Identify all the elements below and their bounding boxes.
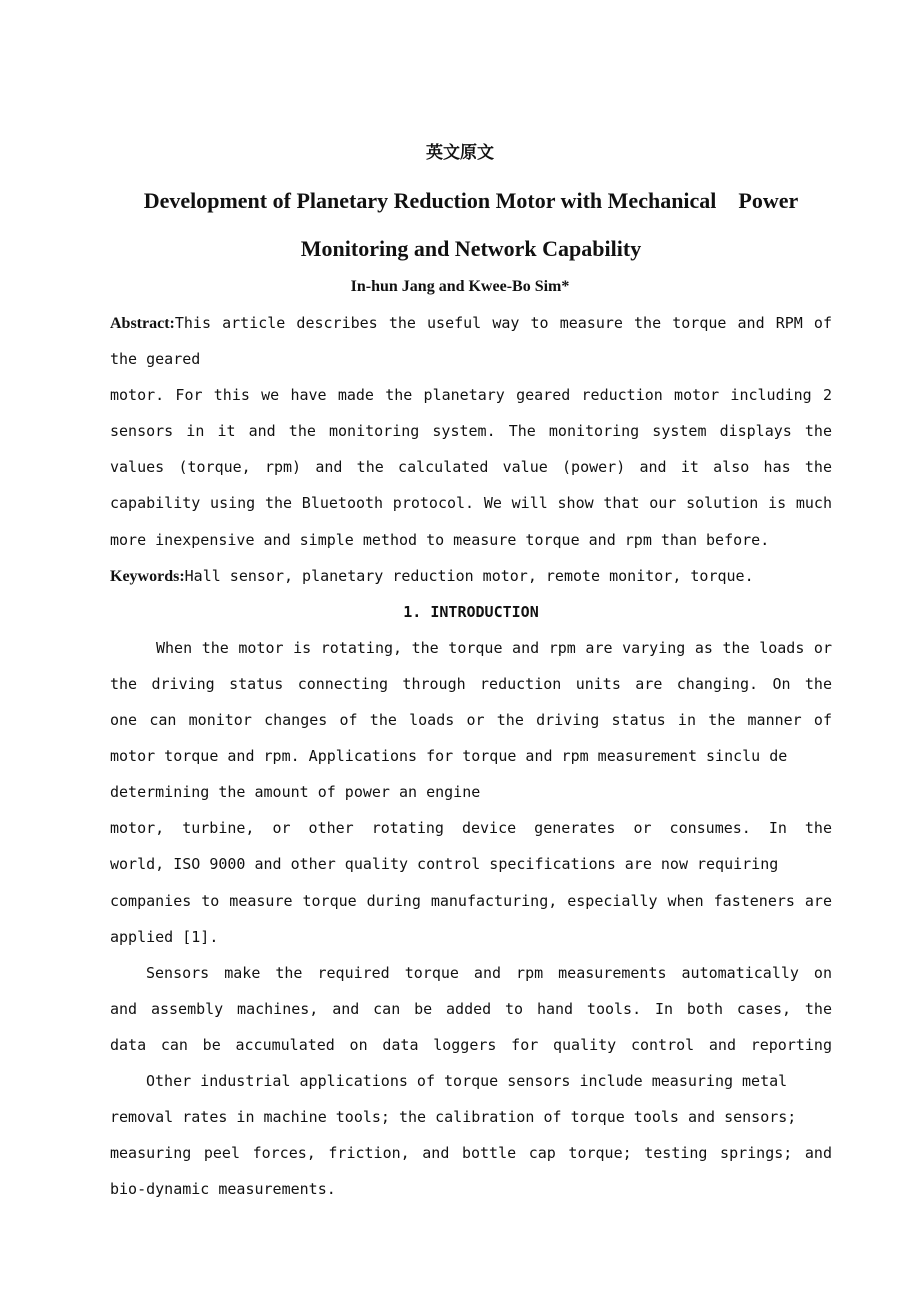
intro-paragraph-1	[110, 630, 832, 955]
intro-paragraph-2	[110, 955, 832, 1063]
abstract-line-2: the geared	[110, 350, 201, 369]
keywords-label: Keywords:	[110, 567, 185, 585]
abstract	[110, 305, 832, 558]
original-text-label: 英文原文	[426, 143, 494, 163]
abstract-line-4: sensors in it and the monitoring system. The monitoring system displays the	[110, 422, 832, 441]
intro-paragraph-3	[110, 1063, 832, 1207]
abstract-line-6: capability using the Bluetooth protocol. We will show that our solution is much	[110, 494, 832, 513]
intro-p1-line-7: world, ISO 9000 and other quality control specifications are now requiring	[110, 855, 779, 874]
abstract-line-5: values (torque, rpm) and the calculated value (power) and it also has the	[110, 458, 832, 477]
keywords-text: Hall sensor, planetary reduction motor, remote monitor, torque.	[184, 566, 754, 585]
abstract-text-1: This article describes the useful way to measure the torque and RPM of	[174, 314, 832, 332]
intro-p3-line-4: bio-dynamic measurements.	[110, 1180, 336, 1199]
intro-p1-line-9: applied [1].	[110, 927, 219, 946]
intro-p1-line-1: When the motor is rotating, the torque and rpm are varying as the loads or	[156, 638, 832, 657]
abstract-line-3: motor. For this we have made the planetary geared reduction motor including 2	[110, 386, 832, 405]
intro-p3-line-3: measuring peel forces, friction, and bottle cap torque; testing springs; and	[110, 1144, 832, 1163]
intro-p3-line-2: removal rates in machine tools; the calibration of torque tools and sensors;	[110, 1108, 797, 1127]
paper-title	[110, 177, 832, 273]
section-heading: 1. INTRODUCTION	[403, 602, 539, 621]
abstract-label: Abstract:	[110, 315, 175, 332]
keywords	[110, 558, 832, 594]
abstract-line-7: more inexpensive and simple method to measure torque and rpm than before.	[110, 530, 770, 549]
intro-p2-line-3: data can be accumulated on data loggers for quality control and reporting	[110, 1035, 832, 1054]
intro-p1-line-8: companies to measure torque during manufacturing, especially when fasteners are	[110, 891, 832, 910]
intro-p3-line-1: Other industrial applications of torque sensors include measuring metal	[146, 1071, 788, 1090]
paper-title-line-1: Development of Planetary Reduction Motor with Mechanical Power	[143, 188, 799, 213]
intro-p1-line-2: the driving status connecting through reduction units are changing. On the	[110, 674, 832, 693]
intro-p1-line-4: motor torque and rpm. Applications for torque and rpm measurement sinclu de	[110, 747, 788, 766]
intro-p2-line-2: and assembly machines, and can be added to hand tools. In both cases, the	[110, 999, 832, 1018]
intro-p2-line-1: Sensors make the required torque and rpm measurements automatically on	[146, 963, 832, 982]
paper-authors: In-hun Jang and Kwee-Bo Sim*	[350, 278, 570, 295]
paper-title-line-2: Monitoring and Network Capability	[300, 236, 642, 261]
intro-p1-line-5: determining the amount of power an engine	[110, 783, 481, 802]
intro-p1-line-3: one can monitor changes of the loads or the driving status in the manner of	[110, 711, 832, 730]
paper-body	[110, 305, 832, 1207]
intro-p1-line-6: motor, turbine, or other rotating device generates or consumes. In the	[110, 819, 832, 838]
abstract-line-1	[110, 305, 832, 341]
